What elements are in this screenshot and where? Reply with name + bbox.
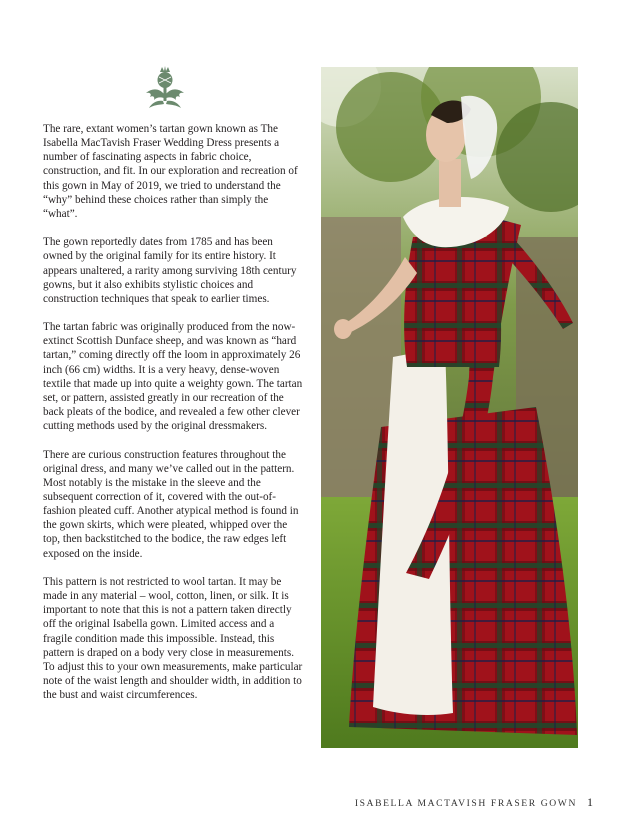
paragraph: The rare, extant women’s tartan gown known as The Isabella MacTavish Fraser Wedding Dress presents a number of fascinating aspects in fabric choice, construction, and fit. In our exploration and recreation of this gown in May of 2019, we tried to understand the “why” behind these choices rather than simply the “what”. (43, 123, 298, 220)
paragraph: The gown reportedly dates from 1785 and has been owned by the original family for its entire history. It appears unaltered, a rarity among surviving 18th century gowns, but it also exhibits stylistic choices and construction techniques that speak to earlier times. (43, 236, 297, 305)
paragraph: The tartan fabric was originally produced from the now-extinct Scottish Dunface sheep, and was known as “hard tartan,” coming directly off the loom in approximately 26 inch (66 cm) widths. It is a very heavy, dense-woven textile that made up into quite a weighty gown. The tartan set, or pattern, assisted greatly in our recreation of the back pleats of the bodice, and revealed a few other clever cutting methods used by the original dressmakers. (43, 321, 303, 433)
running-footer (355, 795, 593, 810)
thistle-icon (141, 66, 189, 110)
page-number: 1 (587, 795, 593, 809)
body-text (43, 122, 305, 716)
gown-photo (321, 67, 578, 748)
paragraph: This pattern is not restricted to wool tartan. It may be made in any material – wool, cotton, linen, or silk. It is important to note that this is not a pattern taken directly off the original Isabella gown. Limited access and a fragile condition made this impossible. Instead, this pattern is draped on a body very close in measurements. To adjust this to your own measurements, make particular note of the waist length and shoulder width, in addition to the bust and waist circumferences. (43, 575, 303, 702)
running-title: ISABELLA MACTAVISH FRASER GOWN (354, 798, 577, 809)
paragraph: There are curious construction features throughout the original dress, and many we’ve called out in the pattern. Most notably is the mistake in the sleeve and the subsequent correction of it, covered with the out-of-fashion pleated cuff. Another atypical method is found in the gown skirts, which were pleated, whipped over the top, then backstitched to the bodice, the raw edges left exposed on the inside. (43, 448, 299, 560)
gown-photo-illustration (321, 67, 578, 748)
